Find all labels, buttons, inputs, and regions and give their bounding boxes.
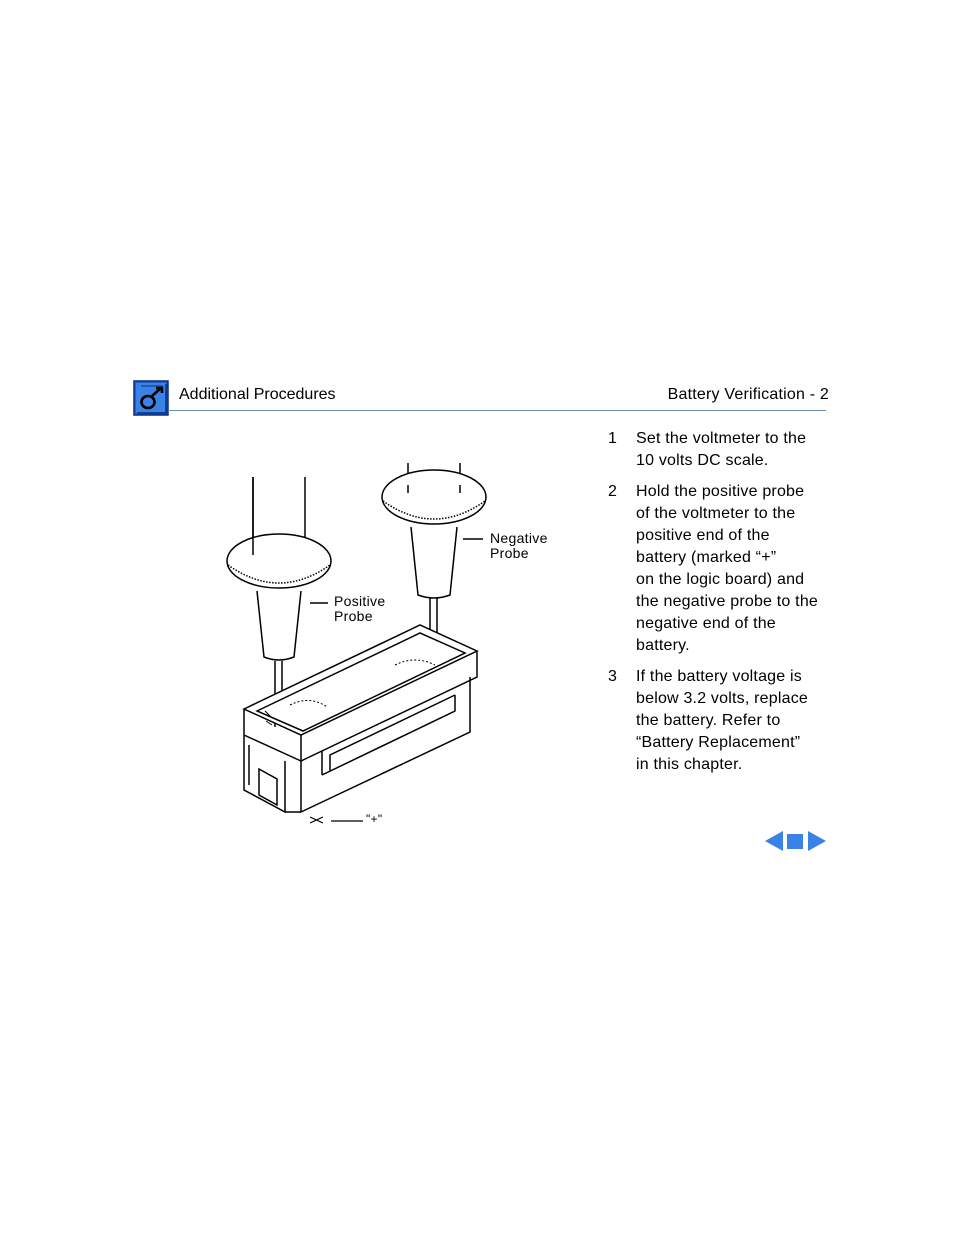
step-number: 3 (608, 668, 618, 685)
battery-probe-illustration (215, 455, 560, 830)
procedure-steps (606, 428, 836, 785)
step-text-line: below 3.2 volts, replace (636, 690, 809, 707)
step-text-line: the battery. Refer to (636, 712, 781, 729)
step-3 (606, 666, 836, 776)
next-arrow-icon[interactable] (807, 830, 827, 852)
step-text-line: negative end of the (636, 615, 776, 632)
step-text-line: battery (marked “+” (636, 549, 777, 566)
stop-square-icon[interactable] (787, 834, 803, 849)
battery-probe-drawing (215, 455, 560, 830)
previous-arrow-icon[interactable] (764, 830, 784, 852)
plus-marker-icon (310, 817, 323, 823)
step-text-line: of the voltmeter to the (636, 505, 796, 522)
step-text-line: in this chapter. (636, 756, 743, 773)
step-1 (606, 428, 836, 472)
positive-probe-label: Positive Probe (334, 593, 386, 624)
step-text-line: “Battery Replacement” (636, 734, 801, 751)
step-number: 2 (608, 483, 618, 500)
header-divider (168, 410, 826, 411)
step-text-line: on the logic board) and (636, 571, 805, 588)
page-header (133, 380, 827, 412)
step-text-line: Hold the positive probe (636, 483, 805, 500)
step-2 (606, 481, 836, 657)
step-text-line: If the battery voltage is (636, 668, 802, 685)
negative-probe-label: Negative Probe (490, 530, 548, 561)
step-text-line: 10 volts DC scale. (636, 452, 769, 469)
battery-holder-icon (244, 625, 477, 812)
plus-marker-label: "+" (366, 812, 383, 826)
section-title: Additional Procedures (179, 386, 336, 403)
step-text-line: battery. (636, 637, 690, 654)
step-text-line: Set the voltmeter to the (636, 430, 807, 447)
step-text-line: the negative probe to the (636, 593, 819, 610)
step-number: 1 (608, 430, 618, 447)
negative-probe-icon (382, 463, 486, 660)
page-title: Battery Verification - 2 (667, 386, 829, 403)
apple-computer-icon (133, 380, 169, 416)
step-text-line: positive end of the (636, 527, 770, 544)
page-navigation (764, 830, 828, 854)
